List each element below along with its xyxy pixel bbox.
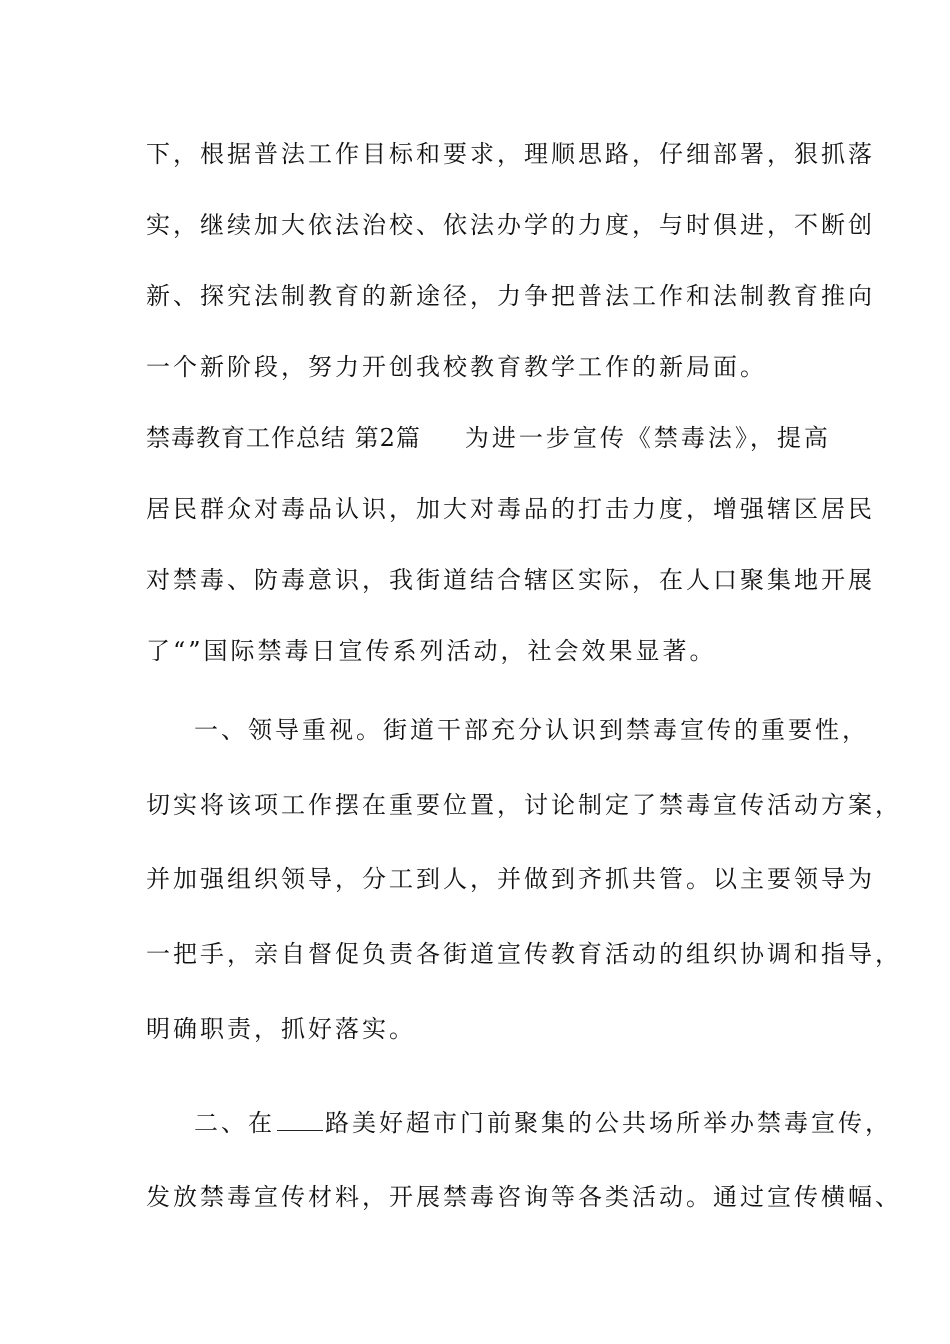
section-heading-line (146, 421, 831, 455)
text-line: 新、探究法制教育的新途径，力争把普法工作和法制教育推向 (146, 282, 875, 310)
text-fragment: 二、在 (194, 1109, 275, 1137)
text-line: 发放禁毒宣传材料，开展禁毒咨询等各类活动。通过宣传横幅、 (146, 1183, 902, 1211)
text-line: 一个新阶段，努力开创我校教育教学工作的新局面。 (146, 353, 767, 381)
fill-in-blank (277, 1108, 323, 1131)
text-line: 实，继续加大依法治校、依法办学的力度，与时俱进，不断创 (146, 211, 875, 239)
section-heading: 禁毒教育工作总结 第2篇 (146, 424, 421, 452)
text-line: 一、领导重视。街道干部充分认识到禁毒宣传的重要性， (194, 716, 869, 744)
text-line: 一把手，亲自督促负责各街道宣传教育活动的组织协调和指导， (146, 940, 902, 968)
text-line (194, 1106, 892, 1140)
text-line: 了“”国际禁毒日宣传系列活动，社会效果显著。 (146, 637, 717, 665)
text-line: 下，根据普法工作目标和要求，理顺思路，仔细部署，狠抓落 (146, 140, 875, 168)
text-line: 对禁毒、防毒意识，我街道结合辖区实际，在人口聚集地开展 (146, 566, 875, 594)
text-fragment: 路美好超市门前聚集的公共场所举办禁毒宣传， (325, 1109, 892, 1137)
text-line: 明确职责，抓好落实。 (146, 1015, 416, 1043)
text-line: 居民群众对毒品认识，加大对毒品的打击力度，增强辖区居民 (146, 495, 875, 523)
text-line: 为进一步宣传《禁毒法》，提高 (464, 424, 831, 452)
text-line: 并加强组织领导，分工到人，并做到齐抓共管。以主要领导为 (146, 865, 875, 893)
text-line: 切实将该项工作摆在重要位置，讨论制定了禁毒宣传活动方案， (146, 791, 902, 819)
